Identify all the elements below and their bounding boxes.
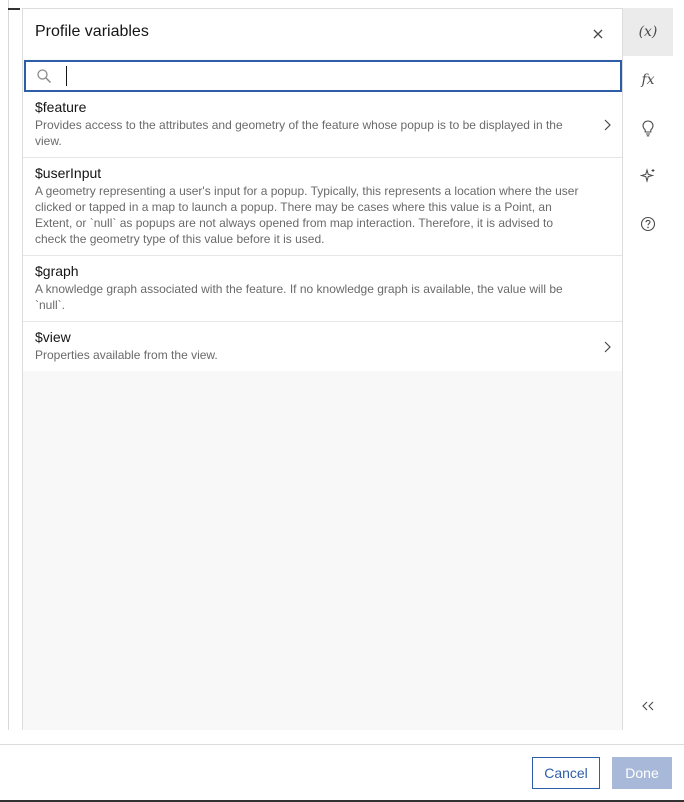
variable-description: Provides access to the attributes and geometry of the feature whose popup is to be displayed in the view. [35, 118, 563, 148]
variable-name: $view [35, 329, 71, 345]
variable-description: A knowledge graph associated with the feature. If no knowledge graph is available, the value will be `null`. [35, 282, 563, 312]
variables-list [23, 92, 623, 371]
left-editor-strip [0, 0, 9, 730]
variable-item-graph[interactable] [23, 256, 623, 322]
variable-description: A geometry representing a user's input for a popup. Typically, this represents a location where the user clicked or tapped in a map to launch a popup. There may be cases where this value is a Point, an Extent, or `null` as popups are not always opened from map interaction. Therefore, it is advised to check the geometry type of this value before it is used. [35, 184, 579, 246]
search-box[interactable] [24, 60, 622, 92]
suggestions-button[interactable] [623, 104, 673, 152]
cancel-button[interactable]: Cancel [532, 757, 600, 789]
variables-button[interactable] [623, 8, 673, 56]
functions-icon: fx [641, 72, 655, 88]
variables-icon: (x) [638, 24, 658, 40]
variable-item-view[interactable] [23, 322, 623, 371]
variable-item-feature[interactable] [23, 92, 623, 158]
collapse-button[interactable] [623, 682, 673, 730]
text-caret [66, 66, 67, 86]
editor-marker [8, 8, 20, 10]
close-icon [592, 28, 604, 40]
variable-description: Properties available from the view. [35, 348, 218, 362]
variable-name: $userInput [35, 165, 102, 181]
lightbulb-icon [640, 119, 656, 137]
action-rail [622, 8, 673, 730]
close-button[interactable] [587, 23, 609, 45]
sparkle-icon [640, 168, 656, 184]
footer-divider [0, 744, 684, 745]
panel-header [23, 8, 623, 59]
help-button[interactable] [623, 200, 673, 248]
profile-variables-panel [22, 8, 623, 730]
variable-name: $feature [35, 99, 87, 115]
collapse-icon [641, 700, 655, 712]
panel-title: Profile variables [35, 23, 149, 40]
variable-name: $graph [35, 263, 79, 279]
chevron-right-icon[interactable] [603, 119, 611, 131]
search-icon [36, 68, 52, 84]
functions-button[interactable] [623, 56, 673, 104]
chevron-right-icon[interactable] [603, 341, 611, 353]
done-button[interactable]: Done [612, 757, 672, 789]
search-input[interactable] [66, 65, 610, 89]
assistant-button[interactable] [623, 152, 673, 200]
variable-item-userinput[interactable] [23, 158, 623, 256]
help-icon [640, 216, 656, 232]
